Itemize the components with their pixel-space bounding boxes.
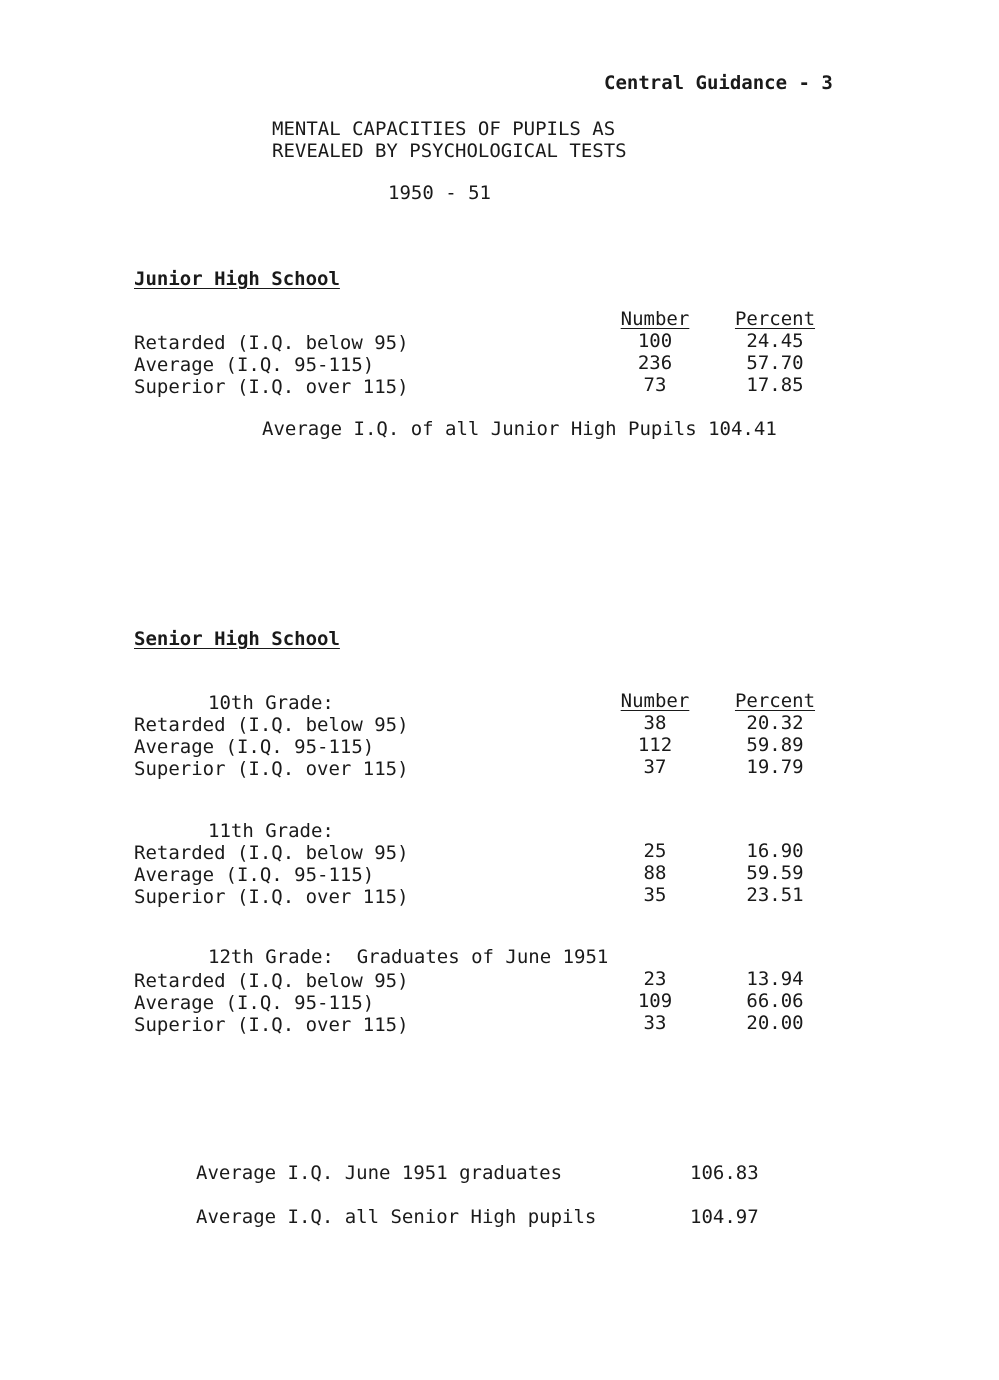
grade12-row-label: Average (I.Q. 95-115) (134, 992, 375, 1014)
grade12-row-label: Retarded (I.Q. below 95) (134, 970, 409, 992)
grade10-row-percent: 19.79 (746, 756, 804, 778)
grade11-label: 11th Grade: (208, 820, 334, 842)
junior-heading: Junior High School (134, 268, 340, 290)
grade12-label: 12th Grade: Graduates of June 1951 (208, 946, 609, 968)
senior-heading: Senior High School (134, 628, 340, 650)
junior-col-number: Number (620, 308, 690, 330)
page-header: Central Guidance - 3 (604, 72, 833, 94)
grade10-row-percent: 59.89 (746, 734, 804, 756)
junior-row-percent: 24.45 (746, 330, 804, 352)
junior-row-percent: 17.85 (746, 374, 804, 396)
grade12-row-number: 23 (643, 968, 667, 990)
grade11-row-percent: 59.59 (746, 862, 804, 884)
grade10-row-number: 112 (637, 734, 673, 756)
grade11-row-number: 88 (643, 862, 667, 884)
grade10-label: 10th Grade: (208, 692, 334, 714)
grade11-row-label: Superior (I.Q. over 115) (134, 886, 409, 908)
junior-row-label: Average (I.Q. 95-115) (134, 354, 375, 376)
senior-col-number: Number (620, 690, 690, 712)
grade11-row-number: 35 (643, 884, 667, 906)
junior-row-number: 73 (643, 374, 667, 396)
summary-label: Average I.Q. June 1951 graduates (196, 1162, 563, 1184)
grade12-row-percent: 20.00 (746, 1012, 804, 1034)
junior-row-number: 236 (637, 352, 673, 374)
grade11-row-number: 25 (643, 840, 667, 862)
grade10-row-label: Superior (I.Q. over 115) (134, 758, 409, 780)
summary-value: 104.97 (690, 1206, 759, 1228)
title-year: 1950 - 51 (388, 182, 491, 204)
grade12-row-number: 109 (637, 990, 673, 1012)
junior-average: Average I.Q. of all Junior High Pupils 104.41 (262, 418, 777, 440)
grade10-row-number: 37 (643, 756, 667, 778)
junior-row-percent: 57.70 (746, 352, 804, 374)
grade12-row-percent: 66.06 (746, 990, 804, 1012)
summary-label: Average I.Q. all Senior High pupils (196, 1206, 597, 1228)
title-line-2: REVEALED BY PSYCHOLOGICAL TESTS (272, 140, 627, 162)
grade10-row-number: 38 (643, 712, 667, 734)
grade12-row-percent: 13.94 (746, 968, 804, 990)
grade11-row-label: Average (I.Q. 95-115) (134, 864, 375, 886)
grade10-row-label: Retarded (I.Q. below 95) (134, 714, 409, 736)
junior-row-number: 100 (637, 330, 673, 352)
junior-row-label: Superior (I.Q. over 115) (134, 376, 409, 398)
grade10-row-percent: 20.32 (746, 712, 804, 734)
summary-value: 106.83 (690, 1162, 759, 1184)
title-line-1: MENTAL CAPACITIES OF PUPILS AS (272, 118, 616, 140)
grade11-row-percent: 16.90 (746, 840, 804, 862)
grade10-row-label: Average (I.Q. 95-115) (134, 736, 375, 758)
junior-col-percent: Percent (734, 308, 816, 330)
grade11-row-percent: 23.51 (746, 884, 804, 906)
junior-row-label: Retarded (I.Q. below 95) (134, 332, 409, 354)
grade12-row-number: 33 (643, 1012, 667, 1034)
grade11-row-label: Retarded (I.Q. below 95) (134, 842, 409, 864)
senior-col-percent: Percent (734, 690, 816, 712)
grade12-row-label: Superior (I.Q. over 115) (134, 1014, 409, 1036)
